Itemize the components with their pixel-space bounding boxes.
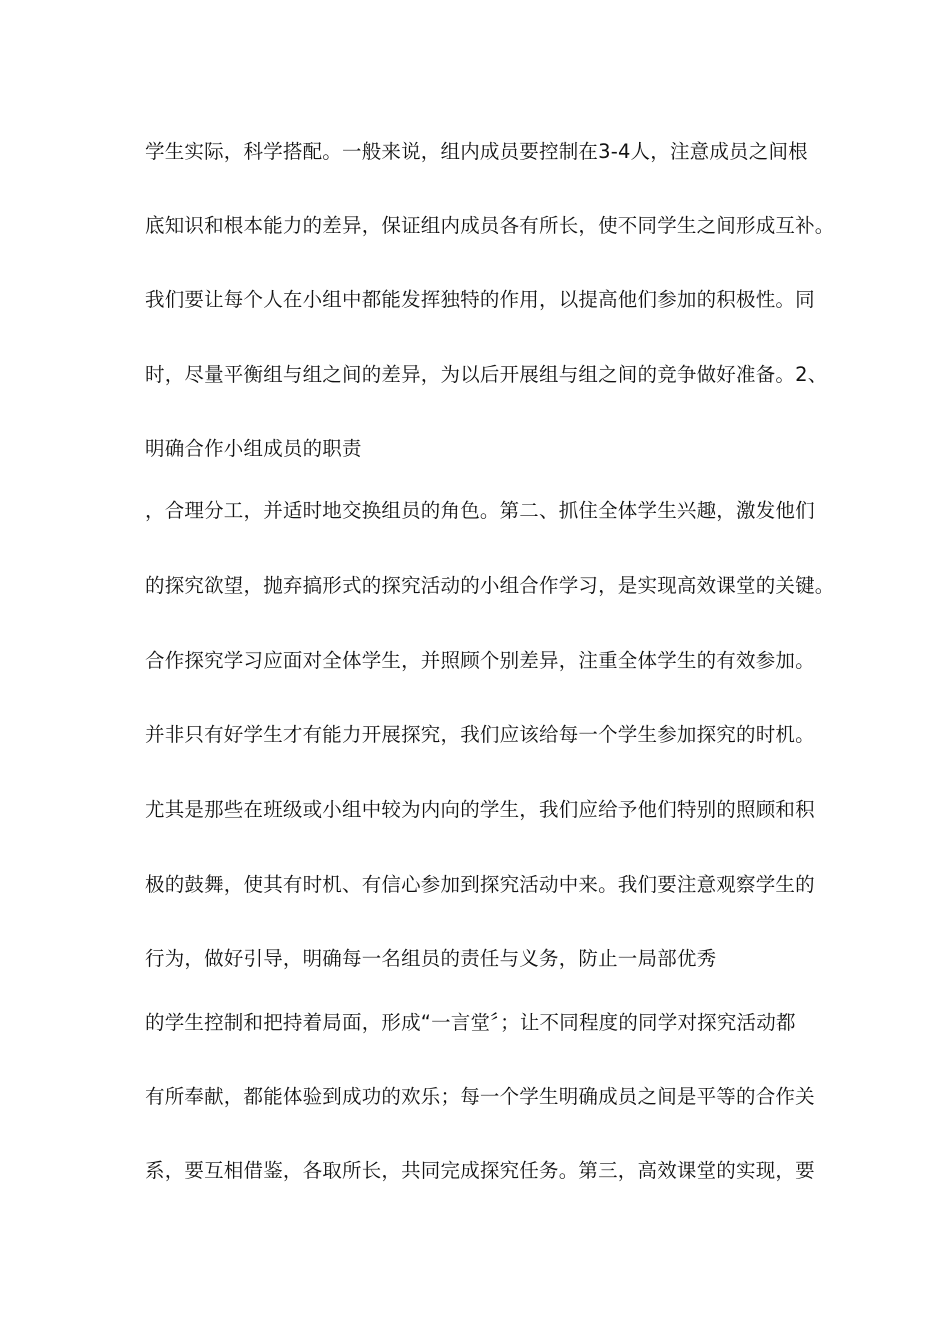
text-line: 有所奉献，都能体验到成功的欢乐；每一个学生明确成员之间是平等的合作关 [145, 1085, 815, 1108]
text-line: 极的鼓舞，使其有时机、有信心参加到探究活动中来。我们要注意观察学生的 [145, 873, 815, 896]
text-line: 学生实际，科学搭配。一般来说，组内成员要控制在3-4人，注意成员之间根 [145, 140, 808, 163]
text-line: 系，要互相借鉴，各取所长，共同完成探究任务。第三，高效课堂的实现，要 [145, 1159, 815, 1182]
text-line: 底知识和根本能力的差异，保证组内成员各有所长，使不同学生之间形成互补。 [145, 214, 835, 237]
text-line: ，合理分工，并适时地交换组员的角色。第二、抓住全体学生兴趣，激发他们 [145, 499, 815, 522]
text-line: 合作探究学习应面对全体学生，并照顾个别差异，注重全体学生的有效参加。 [145, 649, 815, 672]
text-line: 时，尽量平衡组与组之间的差异，为以后开展组与组之间的竞争做好准备。2、 [145, 363, 828, 386]
text-line: 的学生控制和把持着局面，形成“一言堂〞；让不同程度的同学对探究活动都 [145, 1011, 796, 1034]
text-line: 并非只有好学生才有能力开展探究，我们应该给每一个学生参加探究的时机。 [145, 723, 815, 746]
text-line: 的探究欲望，抛弃搞形式的探究活动的小组合作学习，是实现高效课堂的关键。 [145, 574, 835, 597]
text-line: 我们要让每个人在小组中都能发挥独特的作用，以提高他们参加的积极性。同 [145, 288, 815, 311]
text-line: 行为，做好引导，明确每一名组员的责任与义务，防止一局部优秀 [145, 947, 717, 970]
text-line: 明确合作小组成员的职责 [145, 437, 362, 460]
text-line: 尤其是那些在班级或小组中较为内向的学生，我们应给予他们特别的照顾和积 [145, 798, 815, 821]
